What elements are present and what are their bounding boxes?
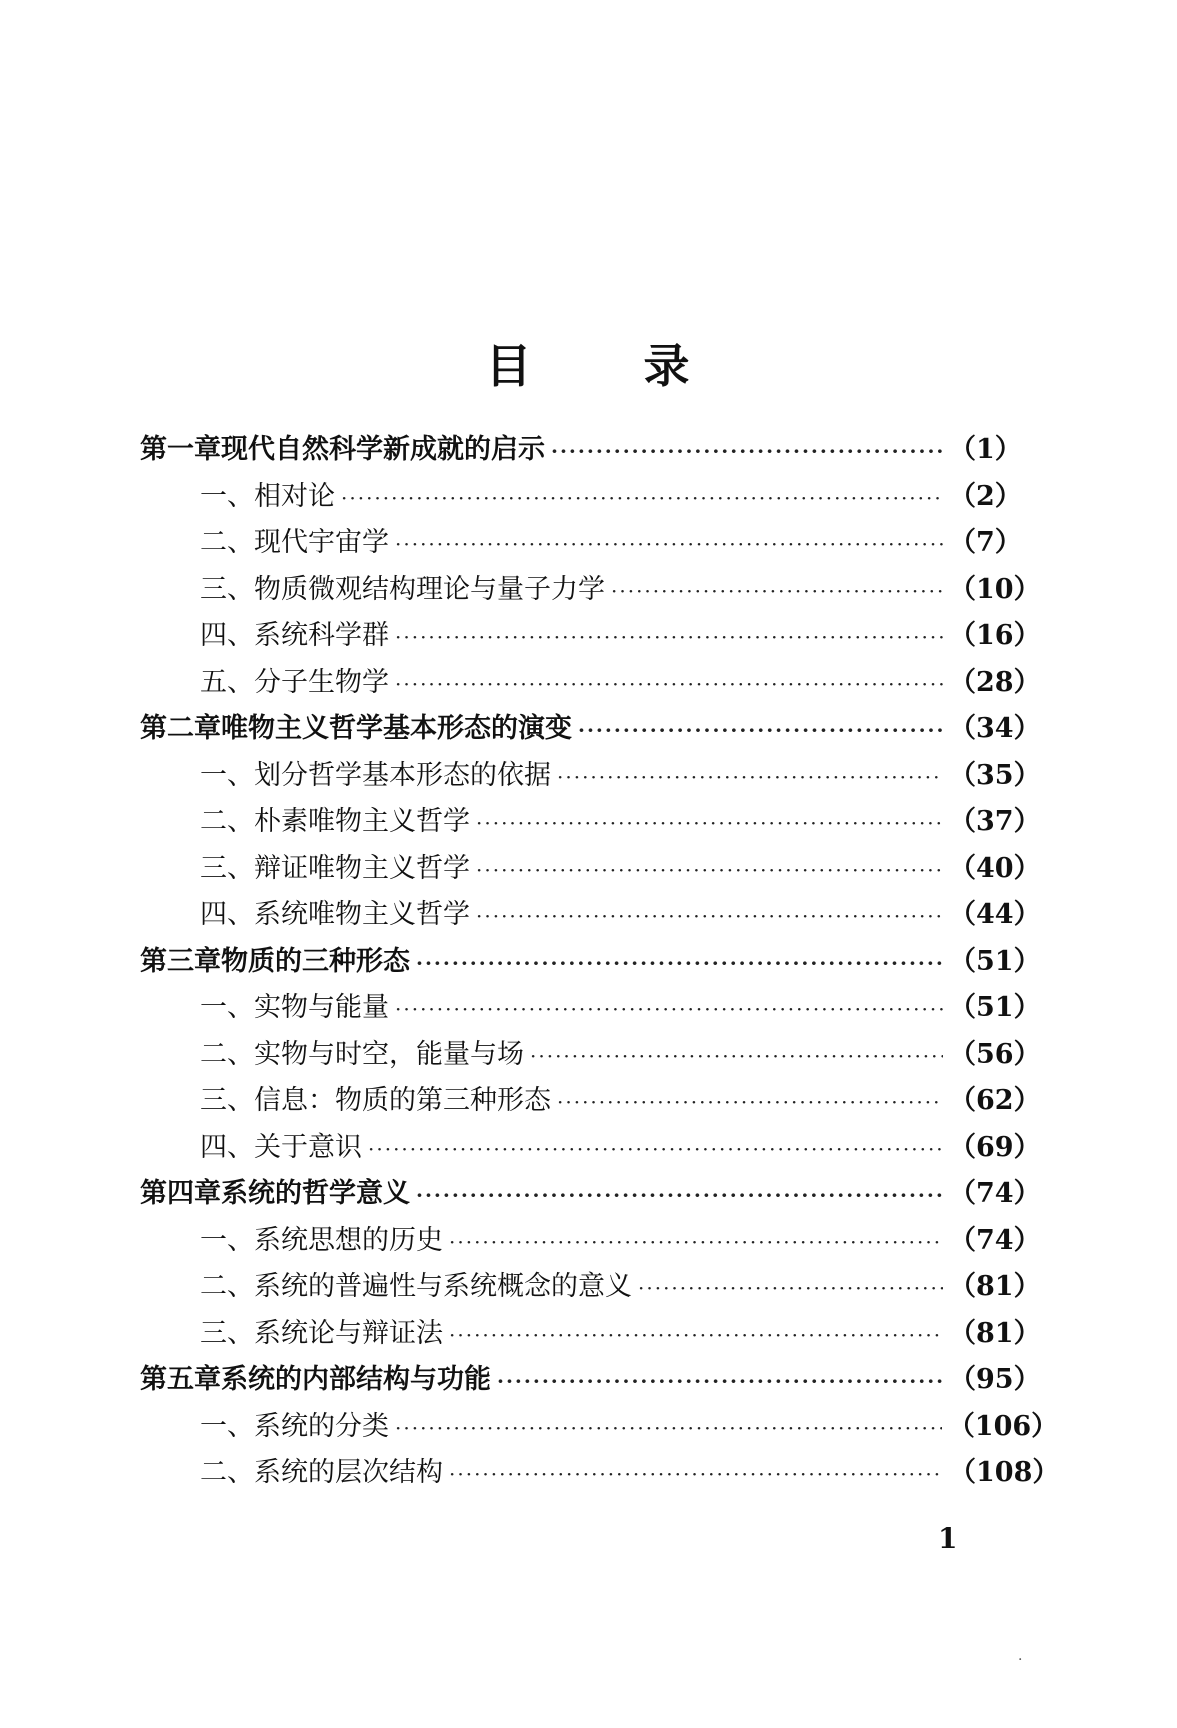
section-number: 一、 — [200, 759, 254, 791]
section-title: 划分哲学基本形态的依据 — [254, 759, 551, 791]
page-ref: （51） — [949, 945, 1041, 977]
page-ref: （44） — [949, 899, 1041, 930]
dot-leader — [395, 617, 943, 657]
section-title: 信息：物质的第三种形态 — [254, 1085, 551, 1116]
dot-leader — [368, 1129, 943, 1169]
chapter-title: 现代自然科学新成就的启示 — [221, 434, 545, 465]
section-title: 系统论与辩证法 — [254, 1317, 443, 1349]
section-number: 二、 — [200, 1457, 254, 1488]
page-ref: （2） — [949, 480, 1022, 512]
toc-section-row — [200, 1453, 1060, 1493]
title-char-left: 目 — [485, 339, 534, 393]
toc-chapter-row — [140, 942, 1041, 982]
toc-section-row — [200, 756, 1041, 796]
page-ref: （81） — [949, 1271, 1041, 1302]
section-number: 四、 — [200, 1131, 254, 1163]
section-title: 辩证唯物主义哲学 — [254, 852, 470, 884]
section-number: 一、 — [200, 1224, 254, 1256]
dot-leader — [341, 478, 943, 518]
page-ref: （69） — [949, 1131, 1041, 1163]
toc-section-row — [200, 1035, 1041, 1075]
section-number: 三、 — [200, 573, 254, 605]
dot-leader — [557, 757, 943, 797]
toc-section-row — [200, 477, 1022, 517]
section-title: 系统思想的历史 — [254, 1224, 443, 1256]
title-char-right: 录 — [643, 339, 692, 393]
page-ref: （108） — [949, 1457, 1060, 1488]
chapter-title: 物质的三种形态 — [221, 945, 410, 977]
dot-leader — [551, 431, 943, 471]
toc-section-row — [200, 895, 1041, 935]
page-ref: （51） — [949, 992, 1041, 1023]
toc-section-row — [200, 1221, 1041, 1261]
section-number: 一、 — [200, 480, 254, 512]
section-title: 物质微观结构理论与量子力学 — [254, 573, 605, 605]
page-ref: （95） — [949, 1364, 1041, 1395]
toc-chapter-row — [140, 430, 1022, 470]
section-number: 二、 — [200, 1038, 254, 1070]
dot-leader — [416, 1175, 943, 1215]
chapter-title: 系统的内部结构与功能 — [221, 1364, 491, 1395]
section-title: 朴素唯物主义哲学 — [254, 806, 470, 837]
section-title: 系统的层次结构 — [254, 1457, 443, 1488]
section-number: 四、 — [200, 899, 254, 930]
section-title: 系统的分类 — [254, 1410, 389, 1442]
chapter-number: 第五章 — [140, 1364, 221, 1395]
section-number: 五、 — [200, 666, 254, 698]
section-number: 三、 — [200, 852, 254, 884]
toc-section-row — [200, 570, 1041, 610]
dot-leader — [416, 943, 943, 983]
section-number: 一、 — [200, 1410, 254, 1442]
dot-leader — [497, 1361, 943, 1401]
toc-section-row — [200, 1267, 1041, 1307]
page-ref: （74） — [949, 1224, 1041, 1256]
section-number: 二、 — [200, 1271, 254, 1302]
dot-leader — [395, 664, 943, 704]
section-title: 实物与时空，能量与场 — [254, 1038, 524, 1070]
page-ref: （34） — [949, 713, 1041, 744]
chapter-title: 唯物主义哲学基本形态的演变 — [221, 713, 572, 744]
toc-section-row — [200, 616, 1041, 656]
page-ref: （10） — [949, 573, 1041, 605]
section-number: 一、 — [200, 992, 254, 1023]
toc-section-row — [200, 802, 1041, 842]
section-number: 四、 — [200, 620, 254, 651]
page-ref: （62） — [949, 1085, 1041, 1116]
chapter-number: 第三章 — [140, 945, 221, 977]
section-title: 关于意识 — [254, 1131, 362, 1163]
dot-leader — [476, 850, 943, 890]
section-title: 系统的普遍性与系统概念的意义 — [254, 1271, 632, 1302]
toc-section-row — [200, 523, 1022, 563]
toc-section-row — [200, 849, 1041, 889]
toc-section-row — [200, 988, 1041, 1028]
dot-leader — [449, 1222, 943, 1262]
toc-section-row — [200, 1081, 1041, 1121]
dot-leader — [395, 989, 943, 1029]
toc-section-row — [200, 663, 1041, 703]
dot-leader — [530, 1036, 943, 1076]
dot-leader — [611, 571, 943, 611]
page-ref: （37） — [949, 806, 1041, 837]
section-number: 二、 — [200, 527, 254, 558]
section-title: 实物与能量 — [254, 992, 389, 1023]
dot-leader — [578, 710, 943, 750]
page-ref: （1） — [949, 434, 1022, 465]
page-number: 1 — [938, 1522, 958, 1555]
toc-chapter-row — [140, 709, 1041, 749]
dot-leader — [476, 803, 943, 843]
section-title: 相对论 — [254, 480, 335, 512]
dot-leader — [638, 1268, 943, 1308]
dot-leader — [395, 1408, 942, 1448]
page-ref: （56） — [949, 1038, 1041, 1070]
section-number: 三、 — [200, 1317, 254, 1349]
page-ref: （28） — [949, 666, 1041, 698]
chapter-number: 第一章 — [140, 434, 221, 465]
section-number: 二、 — [200, 806, 254, 837]
section-title: 现代宇宙学 — [254, 527, 389, 558]
section-title: 分子生物学 — [254, 666, 389, 698]
section-title: 系统科学群 — [254, 620, 389, 651]
toc-section-row — [200, 1128, 1041, 1168]
page-ref: （106） — [947, 1410, 1059, 1442]
dot-leader — [449, 1454, 943, 1494]
section-number: 三、 — [200, 1085, 254, 1116]
page-ref: （7） — [949, 527, 1022, 558]
chapter-title: 系统的哲学意义 — [221, 1178, 410, 1209]
dot-leader — [449, 1315, 943, 1355]
toc-chapter-row — [140, 1174, 1041, 1214]
page-ref: （40） — [949, 852, 1041, 884]
page-ref: （74） — [949, 1178, 1041, 1209]
dot-leader — [476, 896, 943, 936]
dot-leader — [395, 524, 943, 564]
page-ref: （35） — [949, 759, 1041, 791]
page-title — [0, 330, 1177, 396]
page-ref: （81） — [949, 1317, 1041, 1349]
page-ref: （16） — [949, 620, 1041, 651]
chapter-number: 第四章 — [140, 1178, 221, 1209]
toc-section-row — [200, 1314, 1041, 1354]
section-title: 系统唯物主义哲学 — [254, 899, 470, 930]
chapter-number: 第二章 — [140, 713, 221, 744]
toc-chapter-row — [140, 1360, 1041, 1400]
scan-mark: · — [1018, 1652, 1023, 1668]
dot-leader — [557, 1082, 943, 1122]
toc-section-row — [200, 1407, 1059, 1447]
